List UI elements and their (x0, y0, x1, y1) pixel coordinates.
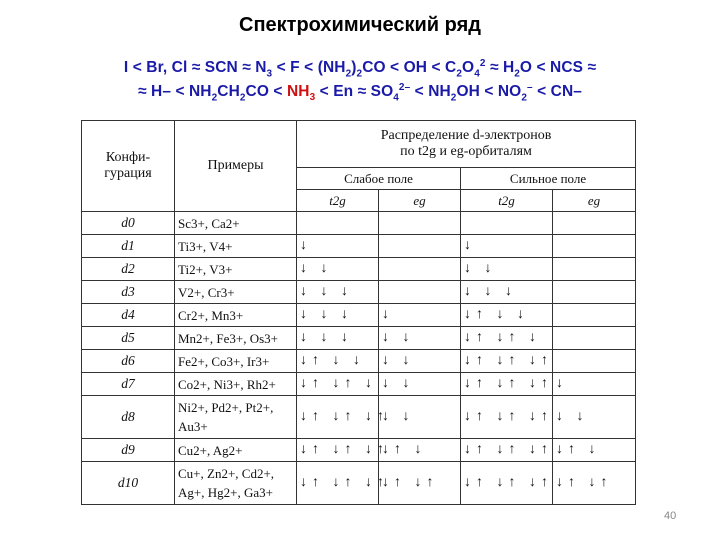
strong-eg-cell (553, 304, 636, 327)
ligand-text: < Br (128, 59, 163, 77)
examples-cell (175, 350, 297, 373)
table-row (82, 373, 636, 396)
strong-t2g-cell: ↓ ↓ (461, 258, 553, 281)
strong-t2g-cell: ↓↑ ↓ ↓ (461, 304, 553, 327)
ligand-text: < CN– (532, 83, 582, 101)
weak-eg-cell (379, 212, 461, 235)
strong-t2g-cell: ↓↑ ↓↑ ↓↑ (461, 350, 553, 373)
weak-t2g-cell: ↓ (297, 235, 379, 258)
config-header: Конфи- гурация (82, 121, 175, 212)
table-row (82, 439, 636, 462)
examples-line: Ag+, Hg2+, Ga3+ (178, 485, 273, 500)
configuration-cell: d5 (82, 327, 175, 350)
ligand-text: NH (286, 83, 310, 101)
ammonia-highlight (286, 83, 316, 104)
examples-line: Ti2+, V3+ (178, 261, 233, 277)
ligand-text: ≈ SCN (187, 59, 238, 77)
ligand-text: < F (272, 59, 300, 77)
d-electron-table (81, 120, 636, 505)
examples-line: Cu+, Zn2+, Cd2+, (178, 466, 275, 481)
examples-cell (175, 235, 297, 258)
table-row (82, 235, 636, 258)
strong-eg-cell (553, 350, 636, 373)
examples-cell (175, 212, 297, 235)
slide-title: Спектрохимический ряд (239, 14, 481, 36)
weak-eg-cell (379, 281, 461, 304)
subscript: 2 (456, 68, 463, 80)
table-row (82, 396, 636, 439)
examples-cell (175, 327, 297, 350)
weak-t2g-cell: ↓ ↓ ↓ (297, 327, 379, 350)
t2g-header: t2g (461, 190, 553, 212)
strong-eg-cell (553, 212, 636, 235)
ligand-text: ≈ N (237, 59, 267, 77)
subscript: 3 (309, 92, 316, 104)
ligand-text: I (123, 59, 129, 77)
ligand-text: , Cl (162, 59, 188, 77)
superscript: 2 (479, 58, 486, 69)
strong-field-header: Сильное поле (461, 168, 636, 190)
weak-t2g-cell: ↓↑ ↓↑ ↓↑ (297, 462, 379, 505)
strong-eg-cell (553, 258, 636, 281)
configuration-cell: d0 (82, 212, 175, 235)
strong-eg-cell (553, 327, 636, 350)
configuration-cell: d1 (82, 235, 175, 258)
ligand-text: < NH (410, 83, 451, 101)
subscript: 2 (521, 92, 528, 104)
table-row (82, 462, 636, 505)
spectrochemical-series-line-1 (0, 58, 720, 79)
ligand-text: O (462, 59, 475, 77)
strong-eg-cell: ↓ ↓ (553, 396, 636, 439)
configuration-cell: d7 (82, 373, 175, 396)
weak-t2g-cell: ↓↑ ↓ ↓ (297, 350, 379, 373)
strong-eg-cell: ↓ (553, 373, 636, 396)
strong-t2g-cell: ↓↑ ↓↑ ↓↑ (461, 396, 553, 439)
table-row (82, 304, 636, 327)
ligand-text: OH < NO (456, 83, 522, 101)
strong-t2g-cell: ↓ ↓ ↓ (461, 281, 553, 304)
ligand-text: CO < (245, 83, 287, 101)
weak-eg-cell: ↓ ↓ (379, 350, 461, 373)
strong-eg-cell: ↓↑ ↓↑ (553, 462, 636, 505)
superscript: – (527, 82, 533, 93)
strong-t2g-cell: ↓↑ ↓↑ ↓↑ (461, 373, 553, 396)
subscript: 2 (356, 68, 363, 80)
examples-line: V2+, Cr3+ (178, 284, 235, 300)
weak-eg-cell (379, 258, 461, 281)
weak-eg-cell: ↓↑ ↓ (379, 439, 461, 462)
ligand-text: O < NCS (519, 59, 584, 77)
ligand-text: CH (217, 83, 240, 101)
examples-line: Sc3+, Ca2+ (178, 215, 240, 231)
examples-cell (175, 281, 297, 304)
examples-cell (175, 462, 297, 505)
page-number: 40 (664, 510, 677, 522)
configuration-cell: d3 (82, 281, 175, 304)
strong-t2g-cell: ↓↑ ↓↑ ↓↑ (461, 439, 553, 462)
configuration-cell: d2 (82, 258, 175, 281)
ligand-text: < En ≈ SO (315, 83, 394, 101)
examples-line: Cu2+, Ag2+ (178, 442, 243, 458)
ligand-text: CO < OH (362, 59, 428, 77)
examples-line: Mn2+, Fe3+, Os3+ (178, 330, 279, 346)
weak-t2g-cell: ↓ ↓ (297, 258, 379, 281)
table-row (82, 281, 636, 304)
subscript: 4 (474, 68, 480, 80)
superscript: 2– (398, 82, 411, 93)
configuration-cell: d10 (82, 462, 175, 505)
weak-eg-cell: ↓ ↓ (379, 373, 461, 396)
table-row (82, 350, 636, 373)
strong-eg-cell (553, 281, 636, 304)
strong-t2g-cell: ↓ (461, 235, 553, 258)
examples-line: Co2+, Ni3+, Rh2+ (178, 376, 276, 392)
weak-t2g-cell (297, 212, 379, 235)
examples-line: Cr2+, Mn3+ (178, 307, 244, 323)
table-row (82, 212, 636, 235)
weak-t2g-cell: ↓↑ ↓↑ ↓ (297, 373, 379, 396)
distribution-header: Распределение d-электронов по t2g и eg-орбиталям (297, 121, 636, 168)
eg-header: eg (379, 190, 461, 212)
examples-line: Au3+ (178, 419, 208, 434)
weak-t2g-cell: ↓↑ ↓↑ ↓↑ (297, 439, 379, 462)
configuration-cell: d8 (82, 396, 175, 439)
examples-cell (175, 439, 297, 462)
examples-cell (175, 373, 297, 396)
ligand-text: < (NH (299, 59, 346, 77)
strong-t2g-cell: ↓↑ ↓↑ ↓↑ (461, 462, 553, 505)
examples-cell (175, 396, 297, 439)
weak-eg-cell: ↓ ↓ (379, 327, 461, 350)
ligand-text: ) (351, 59, 357, 77)
subscript: 2 (211, 92, 218, 104)
examples-cell (175, 304, 297, 327)
weak-t2g-cell: ↓ ↓ ↓ (297, 304, 379, 327)
strong-t2g-cell: ↓↑ ↓↑ ↓ (461, 327, 553, 350)
examples-line: Fe2+, Co3+, Ir3+ (178, 353, 270, 369)
subscript: 2 (239, 92, 246, 104)
ligand-text: < C (427, 59, 457, 77)
spectrochemical-series-line-2 (0, 82, 720, 103)
weak-eg-cell (379, 235, 461, 258)
table-row (82, 258, 636, 281)
ligand-text: ≈ H– < NH (138, 83, 212, 101)
weak-t2g-cell: ↓ ↓ ↓ (297, 281, 379, 304)
weak-eg-cell: ↓ ↓ (379, 396, 461, 439)
strong-t2g-cell (461, 212, 553, 235)
ligand-text: ≈ H (485, 59, 515, 77)
weak-eg-cell: ↓ (379, 304, 461, 327)
table-row (82, 327, 636, 350)
ligand-text: ≈ (583, 59, 597, 77)
subscript: 4 (393, 92, 399, 104)
weak-t2g-cell: ↓↑ ↓↑ ↓↑ (297, 396, 379, 439)
configuration-cell: d4 (82, 304, 175, 327)
configuration-cell: d6 (82, 350, 175, 373)
configuration-cell: d9 (82, 439, 175, 462)
subscript: 3 (266, 68, 273, 80)
strong-eg-cell: ↓↑ ↓ (553, 439, 636, 462)
subscript: 2 (450, 92, 457, 104)
weak-field-header: Слабое поле (297, 168, 461, 190)
t2g-header: t2g (297, 190, 379, 212)
examples-line: Ti3+, V4+ (178, 238, 233, 254)
subscript: 2 (514, 68, 520, 80)
examples-line: Ni2+, Pd2+, Pt2+, (178, 400, 274, 415)
examples-cell (175, 258, 297, 281)
strong-eg-cell (553, 235, 636, 258)
eg-header: eg (553, 190, 636, 212)
examples-header: Примеры (175, 121, 297, 212)
subscript: 2 (345, 68, 352, 80)
weak-eg-cell: ↓↑ ↓↑ (379, 462, 461, 505)
